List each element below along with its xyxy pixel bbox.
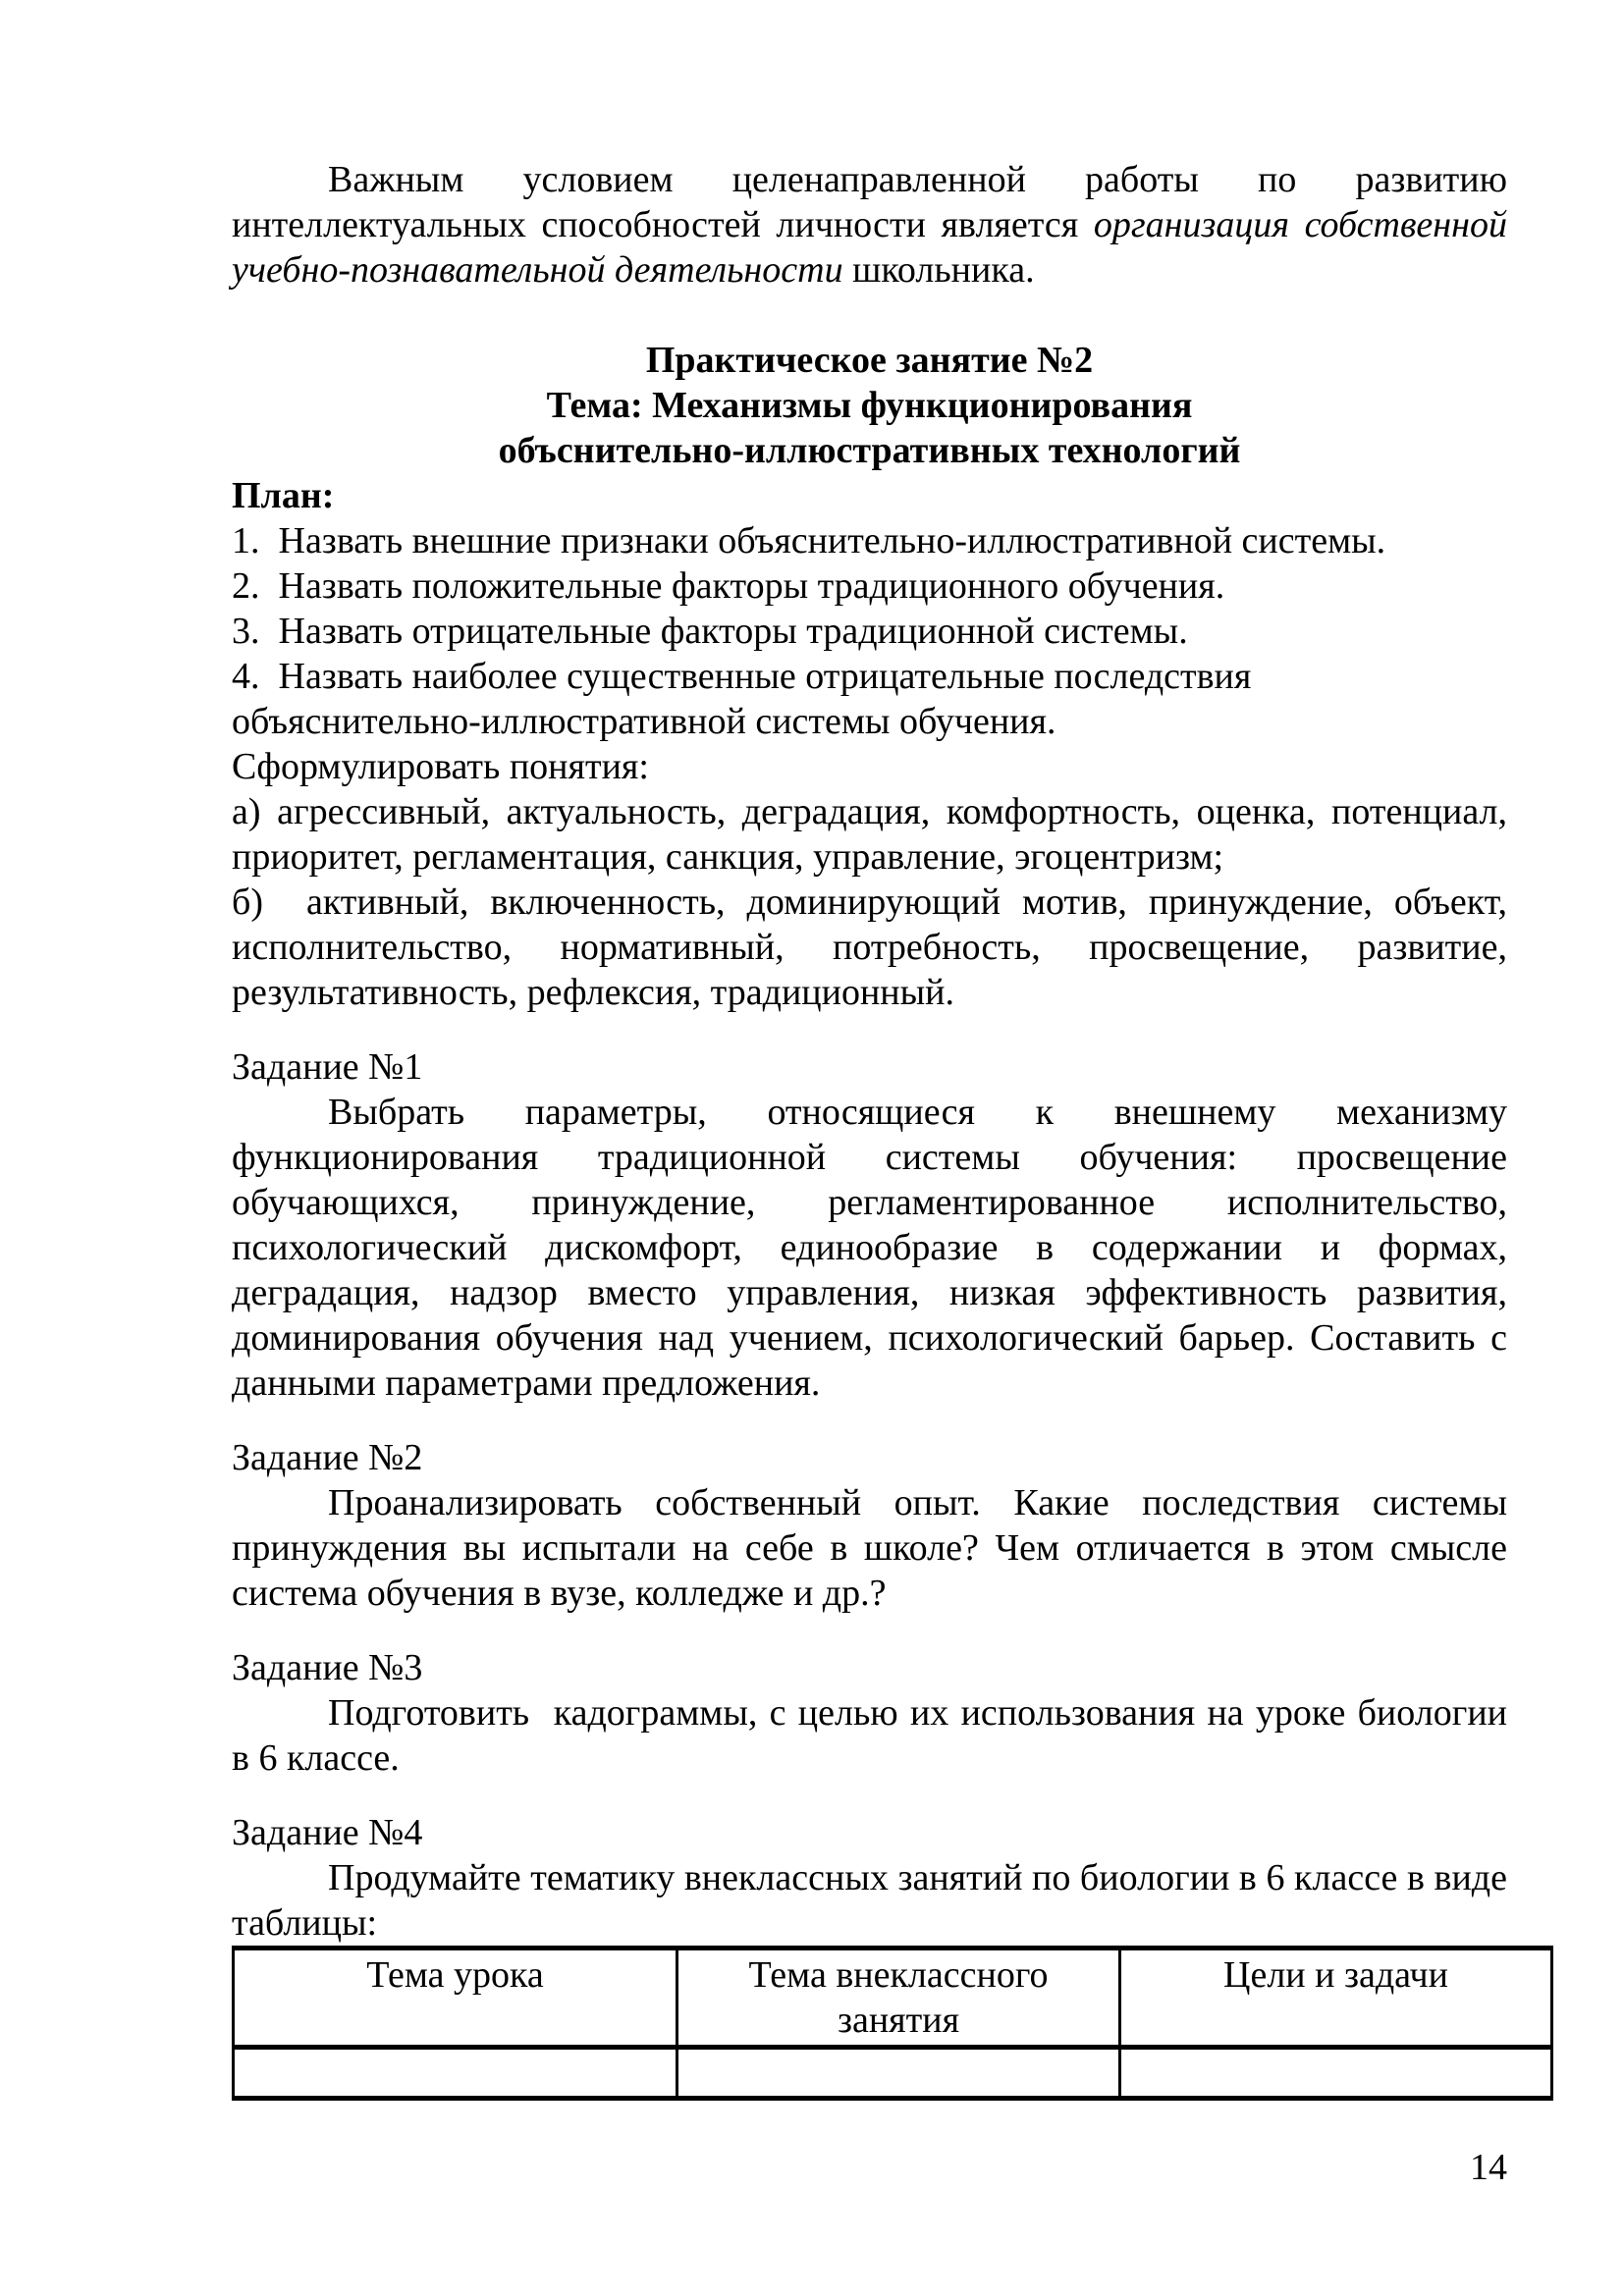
concepts-group-b: б) активный, включенность, доминирующий мотив, принуждение, объект, исполнительство, нормативный, потребность, просвещение, развитие, результативность, рефлексия, традиционный. — [232, 881, 1507, 1013]
task-1-body: Выбрать параметры, относящиеся к внешнему механизму функционирования традиционной системы обучения: просвещение обучающихся, принуждение, регламентированное исполнительство, психологический дискомфорт, единообразие в содержании и формах, деградация, надзор вместо управления, низкая эффективность развития, доминирования обучения над учением, психологический барьер. Составить с данными параметрами предложения. — [232, 1092, 1507, 1404]
task-4 — [232, 1810, 1507, 1946]
task-3-body: Подготовить кадограммы, с целью их использования на уроке биологии в 6 классе. — [232, 1692, 1507, 1779]
intro-paragraph — [232, 157, 1507, 293]
task-3 — [232, 1645, 1507, 1781]
plan-item-1: 1. Назвать внешние признаки объяснительно-иллюстративной системы. — [232, 520, 1386, 561]
table-cell-empty — [1120, 2048, 1552, 2099]
task-2 — [232, 1435, 1507, 1616]
plan-item-2: 2. Назвать положительные факторы традиционного обучения. — [232, 565, 1225, 607]
heading-line-2: Тема: Механизмы функционирования — [546, 385, 1193, 426]
task-4-body: Продумайте тематику внеклассных занятий по биологии в 6 классе в виде таблицы: — [232, 1857, 1507, 1944]
task-2-body: Проанализировать собственный опыт. Какие последствия системы принуждения вы испытали на себе в школе? Чем отличается в этом смысле система обучения в вузе, колледже и др.? — [232, 1482, 1507, 1614]
task-4-title: Задание №4 — [232, 1812, 423, 1853]
heading-line-3: объснительно-иллюстративных технологий — [498, 430, 1241, 471]
spacer — [232, 293, 1507, 338]
task-1-title: Задание №1 — [232, 1046, 423, 1088]
table-header-lesson-topic: Тема урока — [234, 1949, 677, 2048]
intro-text-italic: организация собственной учебно-познавательной деятельности — [232, 204, 1508, 291]
intro-text-after: школьника. — [842, 249, 1035, 291]
concepts-group-a: а) агрессивный, актуальность, деградация, комфортность, оценка, потенциал, приоритет, регламентация, санкция, управление, эгоцентризм; — [232, 791, 1507, 878]
heading-line-1: Практическое занятие №2 — [645, 340, 1094, 381]
table-header-row — [234, 1949, 1552, 2048]
plan-item-3: 3. Назвать отрицательные факторы традиционной системы. — [232, 611, 1188, 652]
table-cell-empty — [677, 2048, 1120, 2099]
lesson-topics-table — [232, 1946, 1553, 2101]
page-number: 14 — [1470, 2147, 1507, 2188]
intro-text-before: Важным условием целенаправленной работы по развитию интеллектуальных способностей личности является — [232, 159, 1507, 245]
task-1 — [232, 1044, 1507, 1406]
table-header-extracurricular-topic: Тема внеклассного занятия — [677, 1949, 1120, 2048]
formulate-label: Сформулировать понятия: — [232, 746, 649, 787]
table-header-goals: Цели и задачи — [1120, 1949, 1552, 2048]
plan-item-4: 4. Назвать наиболее существенные отрицательные последствия объяснительно-иллюстративной системы обучения. — [232, 656, 1252, 742]
table-cell-empty — [234, 2048, 677, 2099]
task-2-title: Задание №2 — [232, 1437, 423, 1478]
table-row — [234, 2048, 1552, 2099]
task-3-title: Задание №3 — [232, 1647, 423, 1688]
plan-label: План: — [232, 475, 335, 516]
